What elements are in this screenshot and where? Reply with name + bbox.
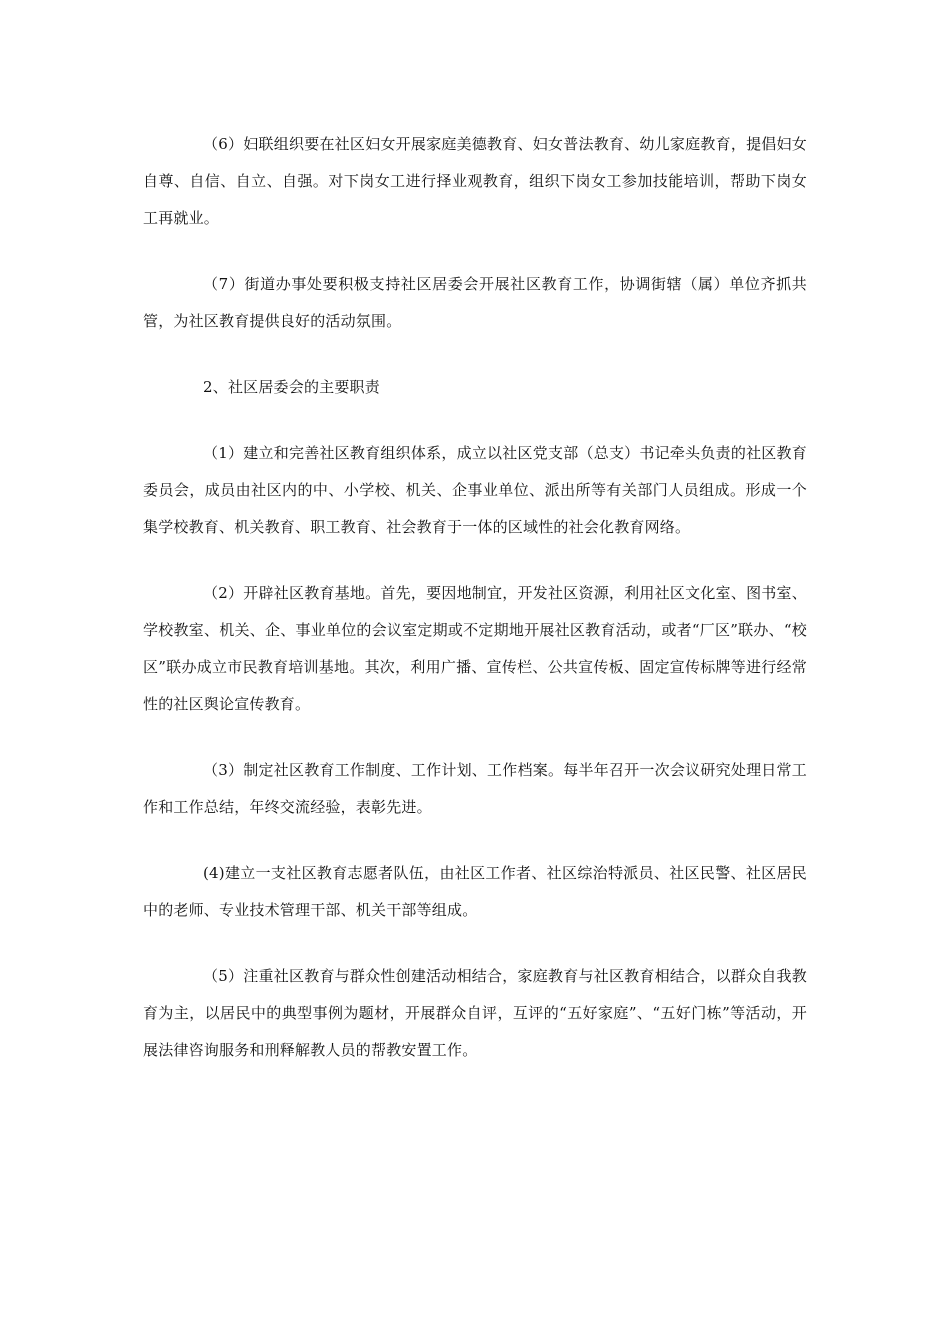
paragraph-6-womens-federation: （6）妇联组织要在社区妇女开展家庭美德教育、妇女普法教育、幼儿家庭教育，提倡妇女自尊、自信、自立、自强。对下岗女工进行择业观教育，组织下岗女工参加技能培训，帮助下岗女工再就业。 xyxy=(143,135,807,227)
section-heading-committee-duties: 2、社区居委会的主要职责 xyxy=(203,378,380,396)
paragraph-3-work-system: （3）制定社区教育工作制度、工作计划、工作档案。每半年召开一次会议研究处理日常工作和工作总结，年终交流经验，表彰先进。 xyxy=(143,761,807,816)
paragraph-4-volunteer-team: (4)建立一支社区教育志愿者队伍，由社区工作者、社区综治特派员、社区民警、社区居民中的老师、专业技术管理干部、机关干部等组成。 xyxy=(143,864,807,919)
document-body xyxy=(143,126,807,1098)
paragraph-7-street-office: （7）街道办事处要积极支持社区居委会开展社区教育工作，协调街辖（属）单位齐抓共管，为社区教育提供良好的活动氛围。 xyxy=(143,275,807,330)
paragraph-1-organization-system: （1）建立和完善社区教育组织体系，成立以社区党支部（总支）书记牵头负责的社区教育委员会，成员由社区内的中、小学校、机关、企事业单位、派出所等有关部门人员组成。形成一个集学校教育、机关教育、职工教育、社会教育于一体的区域性的社会化教育网络。 xyxy=(143,444,807,536)
paragraph-2-education-base: （2）开辟社区教育基地。首先，要因地制宜，开发社区资源，利用社区文化室、图书室、学校教室、机关、企、事业单位的会议室定期或不定期地开展社区教育活动，或者“厂区”联办、“校区”联办成立市民教育培训基地。其次，利用广播、宣传栏、公共宣传板、固定宣传标牌等进行经常性的社区舆论宣传教育。 xyxy=(143,584,807,713)
paragraph-5-combined-activities: （5）注重社区教育与群众性创建活动相结合，家庭教育与社区教育相结合，以群众自我教育为主，以居民中的典型事例为题材，开展群众自评，互评的“五好家庭”、“五好门栋”等活动，开展法律咨询服务和刑释解教人员的帮教安置工作。 xyxy=(143,967,807,1059)
